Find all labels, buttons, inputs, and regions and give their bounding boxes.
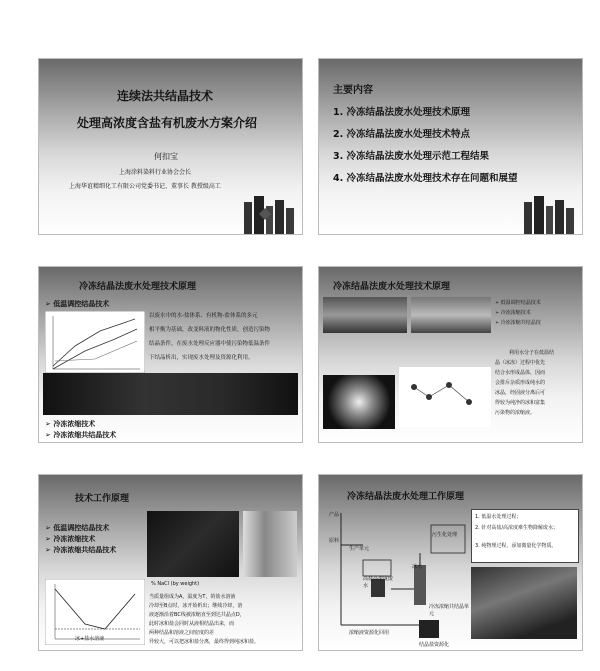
ice-photo — [323, 297, 407, 333]
presenter-name: 何扣宝 — [154, 152, 178, 161]
flow-label: 冰水 — [412, 564, 423, 570]
body-line: 液逐渐沿着BC线被浓缩直至到达共晶点D， — [149, 612, 245, 618]
slide-title: 冷冻结晶法废水处理技术原理 — [333, 282, 451, 292]
sample-jar-photo — [243, 511, 297, 577]
slide-title: 冷冻结晶法废水处理工作原理 — [347, 492, 465, 502]
crystal-photo — [43, 373, 298, 415]
snowflake-photo — [323, 375, 395, 429]
flow-label: 产品 — [329, 512, 340, 518]
flow-label: 原料 — [329, 538, 340, 544]
bullet-item: ➢ 冷冻浓缩共结晶技 — [495, 319, 541, 326]
body-line: 利用水分子在低温结 — [509, 350, 555, 356]
slide-subtitle: 处理高浓度含盐有机废水方案介绍 — [77, 116, 258, 130]
slide-3-principle — [38, 266, 303, 443]
body-line: 冰晶，经固液分离后可 — [495, 390, 546, 396]
body-line: 结晶条件，在废水处理反应器中使污染物低温条件 — [149, 341, 271, 347]
body-line: 晶（冰冻）过程中优先 — [495, 360, 546, 366]
bullet-item: ➢ 低温调控结晶技术 — [45, 523, 109, 533]
slide-2-contents — [318, 58, 583, 235]
body-line: 相平衡为基础，改变料液的物化性质，创造污染物 — [149, 327, 271, 333]
note-line: 2. 针对高盐/高浓度难生物降解废水； — [475, 525, 559, 531]
contents-item: 1. 冷冻结晶法废水处理技术原理 — [333, 107, 471, 118]
contents-item: 3. 冷冻结晶法废水处理示范工程结果 — [333, 151, 490, 162]
city-skyline-icon — [319, 194, 582, 234]
flow-label: 浓缩液资源化回用 — [349, 630, 390, 636]
body-line: 以废水中的水-盐体系、有机物-盐体系的多元 — [149, 313, 258, 319]
process-photo — [147, 511, 239, 577]
slide-5-working-principle — [38, 474, 303, 651]
contents-heading: 主要内容 — [333, 85, 373, 96]
org-line-2: 上海华谊精细化工有限公司党委书记、董事长 教授级高工 — [69, 183, 221, 190]
body-line: 得较为纯净的冰和富集 — [495, 400, 546, 406]
bullet-item: ➢ 冷冻浓缩技术 — [45, 419, 95, 429]
molecule-diagram-icon — [399, 367, 491, 427]
body-line: 此时冰和盐会同时从液相结晶出来，而 — [149, 621, 235, 627]
body-line: 两种结晶和溶液之间密度的差 — [149, 630, 215, 636]
region-label: 冰+盐水溶液 — [75, 636, 105, 642]
body-line: 当质量组成为A，温度为T，的盐水溶液 — [149, 594, 236, 600]
org-line-1: 上海涂料染料行业协会会长 — [119, 169, 192, 176]
plant-photo — [471, 567, 577, 639]
body-line: 冷却至B点时，冰开始析出；继续冷却，溶 — [149, 603, 243, 609]
body-line: 结合水形成晶体，因而 — [495, 370, 546, 376]
axis-label: % NaCl (by weight) — [151, 581, 200, 587]
slide-title: 连续法共结晶技术 — [117, 89, 214, 103]
body-line: 下结晶析出，实现废水处理及资源化利用。 — [149, 355, 254, 361]
body-line: 会排斥杂质形成纯水的 — [495, 380, 546, 386]
slide-title: 冷冻结晶法废水处理技术原理 — [79, 282, 197, 292]
flow-label: 生产单元 — [349, 546, 370, 552]
bullet-item: ➢ 冷冻浓缩技术 — [495, 309, 531, 316]
phase-chart-icon — [45, 311, 145, 373]
body-line: 异较大，可以把冰和盐分离，最终得到纯冰和盐。 — [149, 639, 260, 645]
slide-title: 技术工作原理 — [75, 494, 130, 504]
bullet-item: ➢ 冷冻浓缩共结晶技术 — [45, 430, 116, 440]
contents-item: 2. 冷冻结晶法废水处理技术特点 — [333, 129, 471, 140]
flow-label: 冷冻浓缩共结晶单元 — [429, 604, 470, 617]
flow-label: 高盐高浓度废水 — [363, 576, 394, 589]
flow-label: 结晶盐资源化 — [419, 642, 450, 648]
slide-6-process-flow — [318, 474, 583, 651]
bullet-item: ➢ 低温调控结晶技术 — [495, 299, 541, 306]
slide-4-principle — [318, 266, 583, 443]
flow-label: 污生化处理 — [432, 532, 458, 538]
notes-box — [471, 509, 579, 563]
body-line: 污染物的浓缩液。 — [495, 410, 536, 416]
contents-item: 4. 冷冻结晶法废水处理技术存在问题和展望 — [333, 173, 518, 184]
slide-1-title — [38, 58, 303, 235]
note-line: 3. 纯物理过程，添加微量化学物质。 — [475, 543, 557, 549]
bullet-item: ➢ 冷冻浓缩共结晶技术 — [45, 545, 116, 555]
bullet-item: ➢ 低温调控结晶技术 — [45, 299, 109, 309]
note-line: 1. 低温水处理过程； — [475, 514, 522, 520]
bullet-item: ➢ 冷冻浓缩技术 — [45, 534, 95, 544]
ice-photo — [411, 297, 491, 333]
city-skyline-icon — [39, 194, 302, 234]
